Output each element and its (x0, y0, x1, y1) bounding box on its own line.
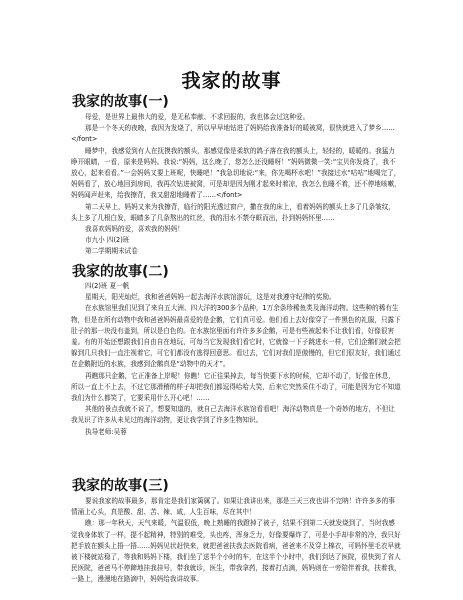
section-2-body (71, 281, 401, 438)
paragraph: 其他的景点我就不说了，想要知道的，就自己去海洋水族馆看看吧！海洋动物真是一个奇妙的地方，不但让我见识了许多从未见过的海洋动物，更让我学到了许多生物知识。 (71, 405, 395, 425)
section-3-title: 我家的故事(三) (72, 478, 169, 494)
section-3-body (71, 496, 401, 586)
paragraph: 再瞧那只企鹅，它正准备上岸呢！你瞧！它正往果掉去，每当快要下水的时候，它却不动了，好像在休息，所以一直上不上去，不过它那滑稽的样子却把我们都逗得哈哈大笑，后来它突然采住不动了，可能是因为它不知道我们为什么都笑了，它要采用什么开心吧！…… (71, 371, 401, 403)
paragraph: 第二天早上，妈妈又来为我擦背，临行的阳光透过窗户，撒在我的床上，看着妈妈的额头上多了几条皱纹，头上多了几根白发，眼睛多了几条熬出的红丝，我的泪水不禁夺眶而出，扑到妈妈怀里…… (71, 202, 395, 222)
section-1-body (71, 112, 401, 258)
exam-info: 第二学期期末试卷 (85, 247, 138, 256)
section-1-title: 我家的故事(一) (72, 94, 169, 110)
author-line: 四(2)班 夏一帆 (85, 282, 130, 290)
paragraph: 睡梦中，我感觉到有人在抚摸我的额头，那感觉像是柔软的鸽子落在我的额头上，轻轻的，暖暖的。我猛力睁开眼睛，一看，原来是妈妈。我说:“妈妈，这么晚了，您怎么还没睡呀！”妈妈微微一笑:“宝贝你发烧了，我不放心，起来看看。”一会妈妈又要上班呢，快睡吧！”我急切地说:“来，你先喝杯水吧！”我接过水“咕咕”地喝完了，妈妈看了，放心地回到房间，我再次钻进被窝，可是却是因为刚才起来时着凉，我怎么也睡不着，还不停地咳嗽，妈妈闻声赶来，给我擦背，我又甜甜地睡着了……</font> (71, 146, 401, 200)
class-info: 市九小 四(2)班 (85, 236, 130, 245)
paragraph: 母爱，是世界上最伟大的爱，是无私奉献、不求回报的，我也体会过这种爱。 (85, 113, 310, 121)
paragraph: 在水族馆里我们见到了来自五大洲、四大洋的300多个品种，1万余条珍稀鱼类及海洋动物。这些种的稀有生物，但是在所有动物中我和爸爸妈妈最喜爱的是企鹅，它们真可爱。他们看上去好像穿了一件黑色的礼服，只露下肚子的那一块没有盖到，所以是白色的。在水族馆里面有许许多多企鹅，可是有些被起来不让我们看，好像很害羞。有的开始还想跟我们自由自在地玩，可每当它发现我们看它时，它就像一下子跳进水一样，它们企鹅们就会把躲到几只我们一直注视着它，可它们都没有逃得回意思。看过去，它们对我们是傲慢的，但它们很友好，我们通过在企鹅附近的水族，我感到企鹅真是“动物中的天才”。 (71, 304, 401, 369)
paragraph: 瞧：那一年秋天，天气来暖，气温很低，晚上熟睡的我蹬掉了被子，结果不到第二天就发烧到了，当时我感觉我身体软了一样，提不起精神，特别的难受，头也疼，浑身乏力，好像要爆炸了，可是小手却非常的冷，我只好把手放在额头上捂一捂……妈妈见状赶快来，就把爸爸扶我去医院看病，爸爸来不及穿上棉衣，可妈怀里毛衣早就被下楼就站稳了，等我和妈妈下楼，我们坐了送半个小时的车，在这半个小时中，我们到达了医院，很快到了省人民医院，爸爸马不停蹄地挂我挂号，带我就诊，医生，带我拿药，接着打点滴，妈妈则在一旁陪伴着我，扶着我，一路上，漫漫地在路滴中，妈妈给我讲故事。 (71, 519, 401, 584)
page-title: 我家的故事 (181, 70, 282, 92)
paragraph: 我喜欢妈妈的爱，喜欢我的妈妈！ (85, 225, 184, 234)
section-2-title: 我家的故事(二) (72, 264, 169, 280)
teacher-line: 执导老师:吴蓉 (85, 427, 127, 436)
paragraph: 星期天，阳光灿烂，我和爸爸妈妈一起去海洋水族馆游玩，这是对我遵守纪律的奖励。 (85, 293, 336, 302)
paragraph: 那是一个冬天的夜晚，我因为发烧了，所以早早地钻进了妈妈给我准备好的暖被窝，很快就进入了梦乡…… </font> (71, 124, 395, 144)
paragraph: 要说我家的故事最多，那肯定是我们家篱属了。如果让我讲出来，那是三天三夜也讲不完呐！许许多多的事情涌上心头，真是酸、甜、苦、辣、咸，人生百味，尽在其中！ (71, 497, 395, 517)
